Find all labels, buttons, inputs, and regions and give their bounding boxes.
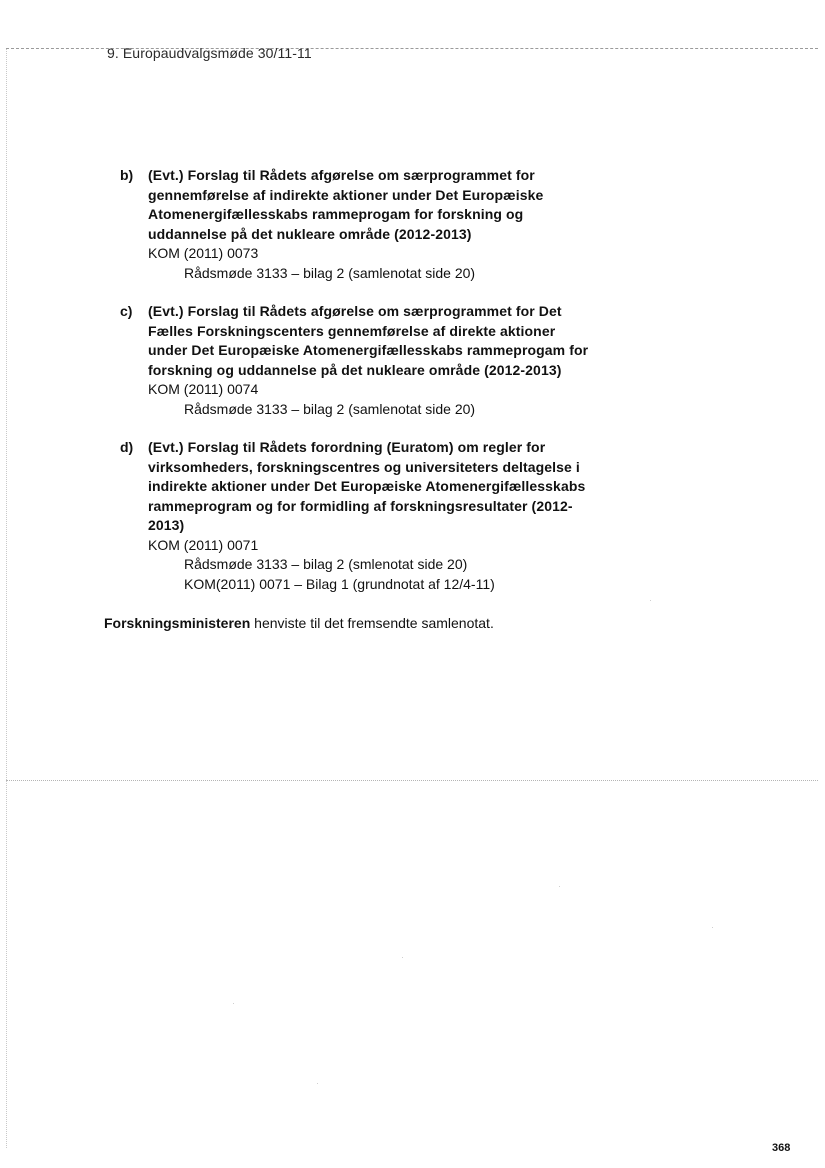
item-title: (Evt.) Forslag til Rådets afgørelse om særprogrammet for Det Fælles Forskningscenters gennemførelse af direkte aktioner under Det Europæiske Atomenergifællesskabs rammeprogam for forskning og uddannelse på det nukleare område (2012-2013)	[148, 303, 589, 378]
scan-speck	[402, 957, 403, 958]
closing-statement	[104, 614, 494, 634]
scan-speck	[559, 886, 560, 887]
item-document-reference: Rådsmøde 3133 – bilag 2 (samlenotat side 20)	[184, 400, 476, 417]
agenda-item-b	[120, 166, 598, 283]
page-number: 368	[772, 1142, 791, 1154]
item-kom-reference: KOM (2011) 0071	[148, 536, 259, 553]
scan-fold-line	[6, 780, 818, 781]
minister-name: Forskningsministeren	[104, 615, 251, 631]
scan-speck	[233, 1003, 234, 1004]
item-kom-reference: KOM (2011) 0074	[148, 381, 259, 397]
page-header-title: 9. Europaudvalgsmøde 30/11-11	[107, 45, 312, 61]
scan-speck	[650, 600, 651, 601]
closing-text: henviste til det fremsendte samlenotat.	[250, 615, 494, 631]
scan-speck	[317, 1083, 318, 1084]
item-title: (Evt.) Forslag til Rådets forordning (Euratom) om regler for virksomheders, forskningscentres og universiteters deltagelse i indirekte aktioner under Det Europæiske Atomenergifællesskabs rammeprogram og for formidling af forskningsresultater (2012-2013)	[148, 439, 586, 533]
scan-speck	[712, 927, 713, 928]
item-kom-reference: KOM (2011) 0073	[148, 245, 259, 261]
agenda-item-d	[120, 438, 598, 594]
scan-left-edge	[6, 48, 7, 1148]
agenda-item-c	[120, 302, 598, 419]
item-document-reference: KOM(2011) 0071 – Bilag 1 (grundnotat af 12/4-11)	[184, 575, 495, 592]
item-document-reference: Rådsmøde 3133 – bilag 2 (smlenotat side 20)	[184, 556, 468, 572]
item-marker: c)	[120, 303, 133, 319]
item-title: (Evt.) Forslag til Rådets afgørelse om særprogrammet for gennemførelse af indirekte aktioner under Det Europæiske Atomenergifællesskabs rammeprogam for forskning og uddannelse på det nukleare område (2012-2013)	[148, 167, 544, 242]
item-marker: d)	[120, 439, 134, 455]
item-marker: b)	[120, 167, 134, 183]
item-document-reference: Rådsmøde 3133 – bilag 2 (samlenotat side 20)	[184, 264, 476, 281]
